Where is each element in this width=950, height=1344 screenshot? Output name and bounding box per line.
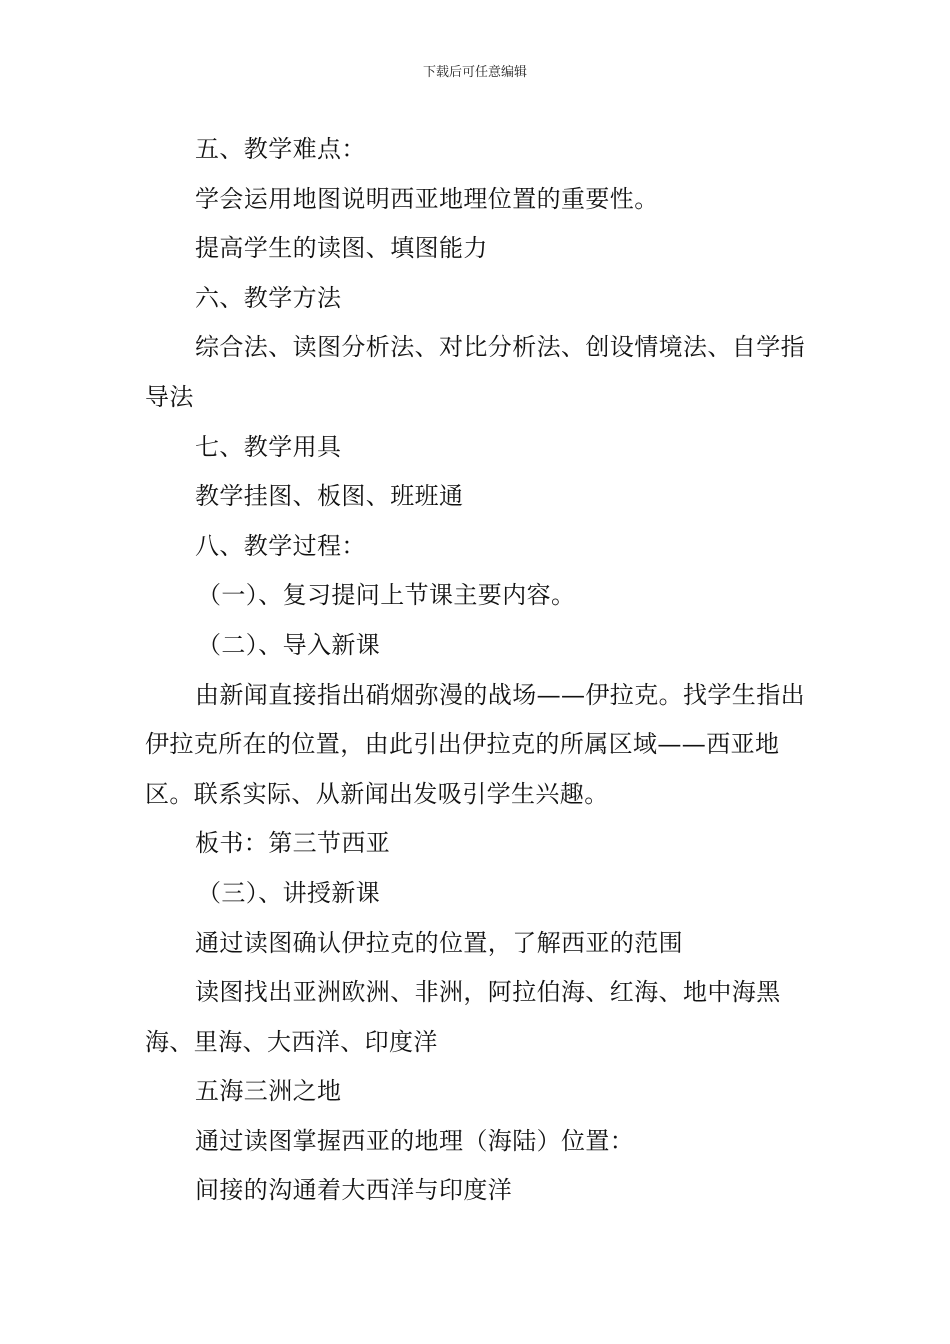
document-body: [145, 125, 811, 1216]
paragraph: 提高学生的读图、填图能力: [195, 234, 488, 263]
paragraph: 学会运用地图说明西亚地理位置的重要性。: [195, 184, 659, 213]
paragraph: 通过读图掌握西亚的地理（海陆）位置：: [195, 1126, 635, 1155]
paragraph: 教学挂图、板图、班班通: [195, 482, 464, 511]
paragraph: 读图找出亚洲欧洲、非洲，阿拉伯海、红海、地中海黑海、里海、大西洋、印度洋: [145, 978, 781, 1056]
paragraph: 通过读图确认伊拉克的位置，了解西亚的范围: [195, 928, 683, 957]
subsection-heading: （一）、复习提问上节课主要内容。: [197, 581, 576, 610]
page-header: 下载后可任意编辑: [422, 65, 527, 80]
section-heading-methods: 六、教学方法: [195, 283, 342, 312]
section-heading-tools: 七、教学用具: [195, 432, 342, 461]
section-heading-difficulties: 五、教学难点：: [195, 135, 366, 163]
paragraph: 由新闻直接指出硝烟弥漫的战场——伊拉克。找学生指出伊拉克所在的位置，由此引出伊拉克的所属区域——西亚地区。联系实际、从新闻出发吸引学生兴趣。: [145, 680, 805, 808]
paragraph: 综合法、读图分析法、对比分析法、创设情境法、自学指导法: [145, 333, 805, 411]
paragraph: 板书：第三节西亚: [195, 829, 391, 858]
paragraph: 五海三洲之地: [195, 1077, 342, 1106]
section-heading-process: 八、教学过程：: [195, 531, 366, 560]
paragraph: 间接的沟通着大西洋与印度洋: [195, 1176, 513, 1205]
subsection-heading: （三）、讲授新课: [197, 878, 381, 907]
subsection-heading: （二）、导入新课: [197, 630, 381, 659]
